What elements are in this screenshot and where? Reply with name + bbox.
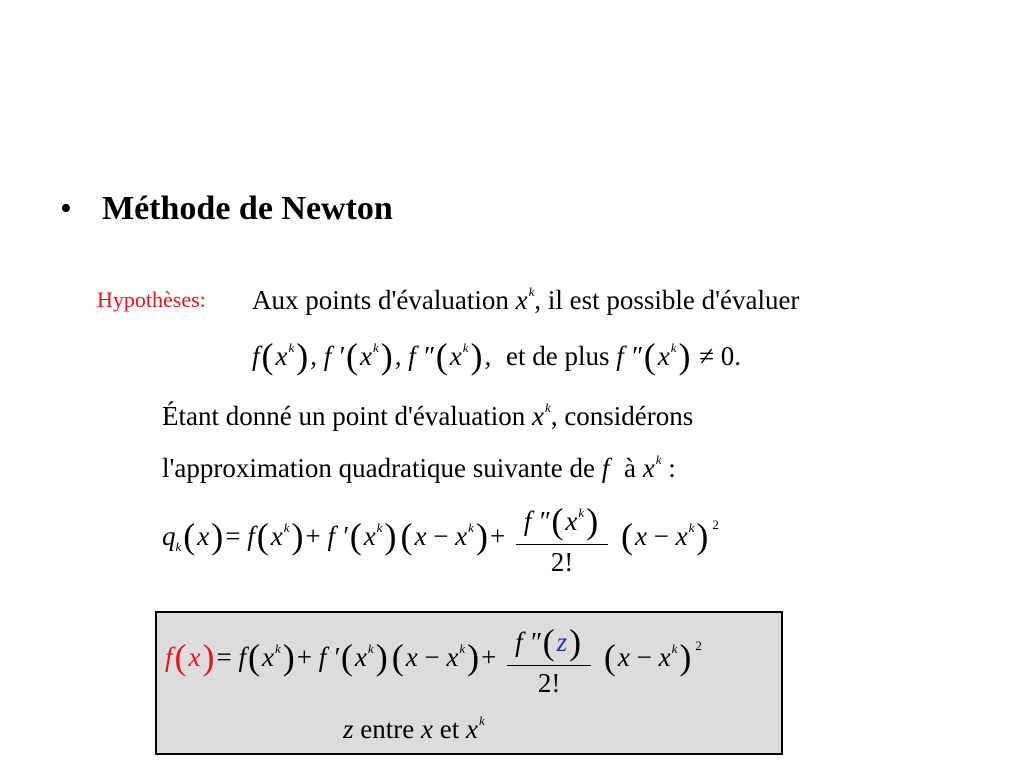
given-line2-text: l'approximation quadratique suivante de	[162, 453, 595, 483]
z-between-line: z entre x et $x^k$	[343, 713, 485, 744]
given-line2-a: à	[624, 453, 636, 483]
remainder-fraction: $\frac{f ''(z)}{2!}$	[507, 621, 591, 699]
entre-text: entre	[360, 714, 415, 744]
hypotheses-line-1: Aux points d'évaluation $x^k$, il est possible d'évaluer	[252, 284, 800, 315]
slide-title: Méthode de Newton	[102, 190, 393, 227]
bullet: •	[60, 190, 72, 227]
hypotheses-line-2: $f(x^k)$, f $'(x^k)$, f $''(x^k)$, et de plus f $''(x^k) \ne 0$.	[252, 336, 742, 376]
hyp-line1-text: Aux points d'évaluation	[252, 285, 509, 315]
given-line-1: Étant donné un point d'évaluation $x^k$, considérons	[162, 400, 694, 431]
factorial-denominator: 2!	[550, 547, 574, 577]
given-line1-end: , considérons	[550, 401, 694, 431]
hypotheses-label: Hypothèses:	[97, 287, 206, 312]
second-derivative-fraction: $\frac{f ''(x^k)}{2!}$	[516, 500, 608, 578]
hyp-line2-end: ≠ 0.	[699, 341, 742, 371]
given-line2-end: :	[668, 453, 676, 483]
hyp-line2-mid: et de plus	[505, 341, 610, 371]
taylor-formula-box	[155, 611, 783, 755]
taylor-formula: $f(x)= f(x^k)+ f$ $'(x^k) (x - x^k)+$ $\frac{f ''(z)}{2!}$ $(x - x^k)$ $^2$	[165, 622, 702, 698]
given-line1-text: Étant donné un point d'évaluation	[162, 401, 526, 431]
hyp-line1-end: , il est possible d'évaluer	[534, 285, 800, 315]
et-text: et	[439, 714, 460, 744]
given-line-2: l'approximation quadratique suivante de f à $x^k$ :	[162, 452, 676, 483]
quadratic-approximation-formula: $q_k(x)= f(x^k)+ f$ $'(x^k) (x - x^k)+$ $\frac{f ''(x^k)}{2!}$ $(x - x^k)$ $^2$	[162, 501, 719, 577]
remainder-denominator: 2!	[537, 668, 561, 698]
